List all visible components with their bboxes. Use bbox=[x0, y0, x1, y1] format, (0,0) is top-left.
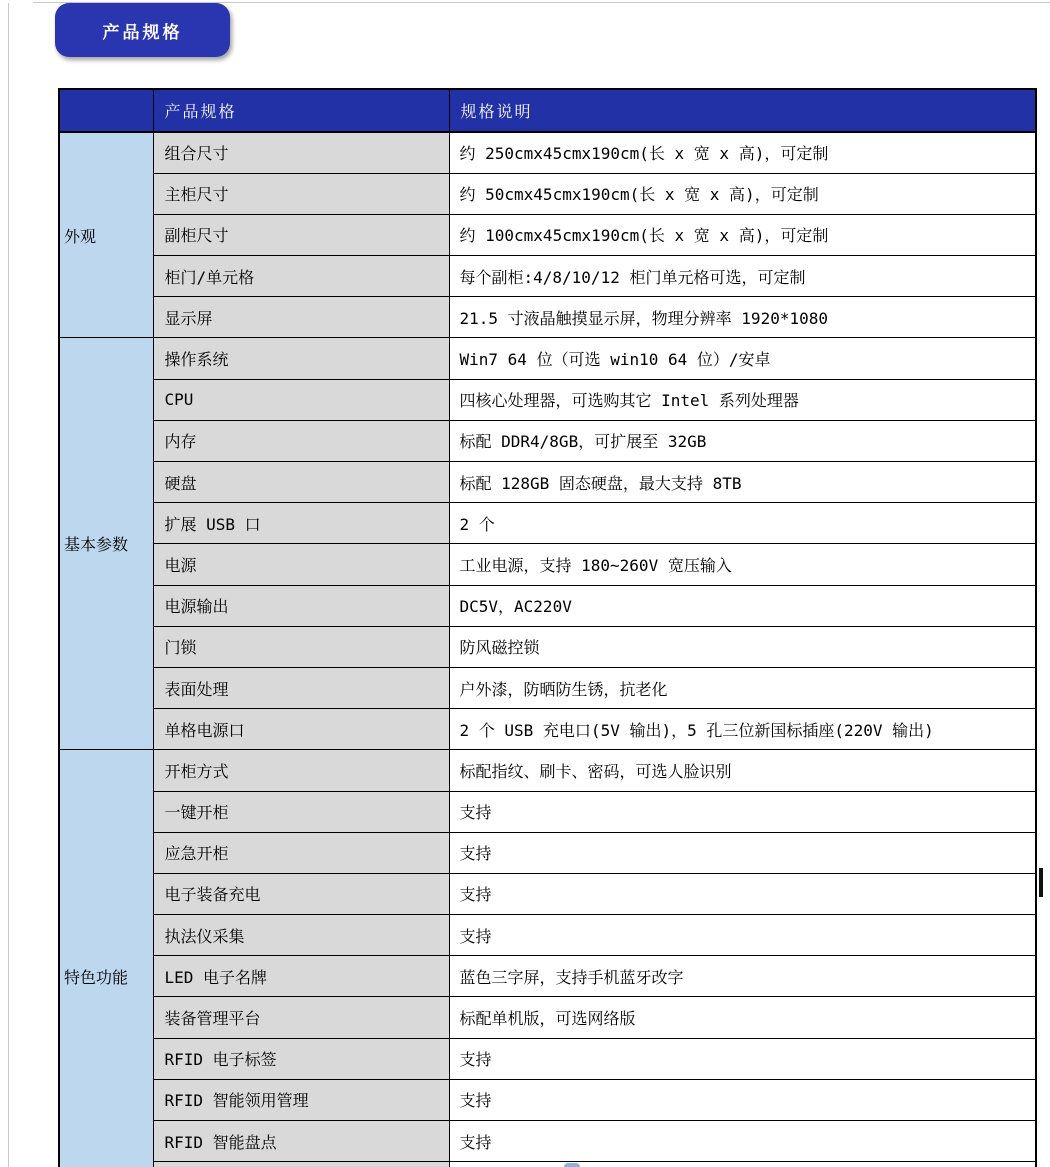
spec-value-cell: DC5V，AC220V bbox=[449, 585, 1036, 626]
spec-name-cell: 电源 bbox=[153, 544, 449, 585]
group-label-cell: 外观 bbox=[59, 132, 153, 338]
spec-value-cell: 支持 bbox=[449, 791, 1036, 832]
table-row bbox=[59, 915, 1036, 956]
table-row bbox=[59, 379, 1036, 420]
table-row bbox=[59, 297, 1036, 338]
spec-name-cell: RFID 智能领用管理 bbox=[153, 1079, 449, 1120]
spec-value-cell: 支持 bbox=[449, 832, 1036, 873]
spec-name-cell: 门锁 bbox=[153, 626, 449, 667]
spec-value-cell: 支持 bbox=[449, 1121, 1036, 1162]
table-row bbox=[59, 173, 1036, 214]
spec-value-cell: 户外漆，防晒防生锈，抗老化 bbox=[449, 667, 1036, 708]
table-row bbox=[59, 503, 1036, 544]
spec-name-cell: CPU bbox=[153, 379, 449, 420]
table-row bbox=[59, 462, 1036, 503]
spec-name-cell: 装备管理平台 bbox=[153, 997, 449, 1038]
header-cell-desc: 规格说明 bbox=[449, 89, 1036, 132]
spec-name-cell bbox=[153, 1162, 449, 1167]
table-row bbox=[59, 420, 1036, 461]
product-spec-tab-button[interactable]: 产品规格 bbox=[55, 3, 230, 57]
header-cell-spec: 产品规格 bbox=[153, 89, 449, 132]
spec-value-cell: 标配 128GB 固态硬盘，最大支持 8TB bbox=[449, 462, 1036, 503]
spec-name-cell: 柜门/单元格 bbox=[153, 256, 449, 297]
table-row bbox=[59, 132, 1036, 173]
spec-name-cell: RFID 智能盘点 bbox=[153, 1121, 449, 1162]
table-row bbox=[59, 873, 1036, 914]
spec-name-cell: 操作系统 bbox=[153, 338, 449, 379]
table-row bbox=[59, 585, 1036, 626]
table-row bbox=[59, 956, 1036, 997]
product-spec-table bbox=[58, 88, 1037, 1167]
spec-name-cell: 内存 bbox=[153, 420, 449, 461]
spec-value-cell: 2 个 bbox=[449, 503, 1036, 544]
table-row bbox=[59, 667, 1036, 708]
table-row bbox=[59, 544, 1036, 585]
spec-value-cell: 21.5 寸液晶触摸显示屏，物理分辨率 1920*1080 bbox=[449, 297, 1036, 338]
spec-value-cell: Win7 64 位（可选 win10 64 位）/安卓 bbox=[449, 338, 1036, 379]
spec-value-cell bbox=[449, 1162, 1036, 1167]
spec-value-cell: 约 50cmx45cmx190cm(长 x 宽 x 高)，可定制 bbox=[449, 173, 1036, 214]
spec-value-cell: 2 个 USB 充电口(5V 输出)，5 孔三位新国标插座(220V 输出) bbox=[449, 709, 1036, 750]
spec-name-cell: 电子装备充电 bbox=[153, 873, 449, 914]
spec-name-cell: 执法仪采集 bbox=[153, 915, 449, 956]
group-label-cell: 基本参数 bbox=[59, 338, 153, 750]
spec-name-cell: 单格电源口 bbox=[153, 709, 449, 750]
spec-value-cell: 支持 bbox=[449, 1038, 1036, 1079]
spec-name-cell: 电源输出 bbox=[153, 585, 449, 626]
table-row bbox=[59, 997, 1036, 1038]
table-row bbox=[59, 214, 1036, 255]
table-row bbox=[59, 1079, 1036, 1120]
spec-value-cell: 蓝色三字屏，支持手机蓝牙改字 bbox=[449, 956, 1036, 997]
header-cell-group bbox=[59, 89, 153, 132]
spec-value-cell: 四核心处理器，可选购其它 Intel 系列处理器 bbox=[449, 379, 1036, 420]
table-row bbox=[59, 832, 1036, 873]
spec-value-cell: 每个副柜:4/8/10/12 柜门单元格可选，可定制 bbox=[449, 256, 1036, 297]
table-row bbox=[59, 626, 1036, 667]
table-row bbox=[59, 1038, 1036, 1079]
spec-name-cell: 主柜尺寸 bbox=[153, 173, 449, 214]
table-row bbox=[59, 750, 1036, 791]
table-row-cutoff bbox=[59, 1162, 1036, 1167]
spec-value-cell: 防风磁控锁 bbox=[449, 626, 1036, 667]
spec-value-cell: 支持 bbox=[449, 873, 1036, 914]
spec-name-cell: LED 电子名牌 bbox=[153, 956, 449, 997]
spec-name-cell: 应急开柜 bbox=[153, 832, 449, 873]
cutoff-bottom-element bbox=[564, 1163, 580, 1167]
spec-name-cell: 副柜尺寸 bbox=[153, 214, 449, 255]
spec-name-cell: 显示屏 bbox=[153, 297, 449, 338]
spec-value-cell: 约 250cmx45cmx190cm(长 x 宽 x 高)，可定制 bbox=[449, 132, 1036, 173]
spec-name-cell: 扩展 USB 口 bbox=[153, 503, 449, 544]
table-row bbox=[59, 256, 1036, 297]
page-left-border-line bbox=[8, 3, 9, 1167]
spec-value-cell: 标配指纹、刷卡、密码，可选人脸识别 bbox=[449, 750, 1036, 791]
right-edge-mark bbox=[1039, 868, 1043, 897]
spec-name-cell: 开柜方式 bbox=[153, 750, 449, 791]
group-label-cell: 特色功能 bbox=[59, 750, 153, 1167]
spec-value-cell: 支持 bbox=[449, 1079, 1036, 1120]
table-row bbox=[59, 1121, 1036, 1162]
spec-value-cell: 约 100cmx45cmx190cm(长 x 宽 x 高)，可定制 bbox=[449, 214, 1036, 255]
spec-value-cell: 标配单机版，可选网络版 bbox=[449, 997, 1036, 1038]
table-row bbox=[59, 791, 1036, 832]
table-header-row bbox=[59, 89, 1036, 132]
spec-value-cell: 支持 bbox=[449, 915, 1036, 956]
table-row bbox=[59, 709, 1036, 750]
spec-name-cell: 组合尺寸 bbox=[153, 132, 449, 173]
spec-value-cell: 工业电源，支持 180~260V 宽压输入 bbox=[449, 544, 1036, 585]
spec-name-cell: 一键开柜 bbox=[153, 791, 449, 832]
table-row bbox=[59, 338, 1036, 379]
spec-name-cell: 表面处理 bbox=[153, 667, 449, 708]
spec-value-cell: 标配 DDR4/8GB，可扩展至 32GB bbox=[449, 420, 1036, 461]
spec-name-cell: 硬盘 bbox=[153, 462, 449, 503]
spec-name-cell: RFID 电子标签 bbox=[153, 1038, 449, 1079]
